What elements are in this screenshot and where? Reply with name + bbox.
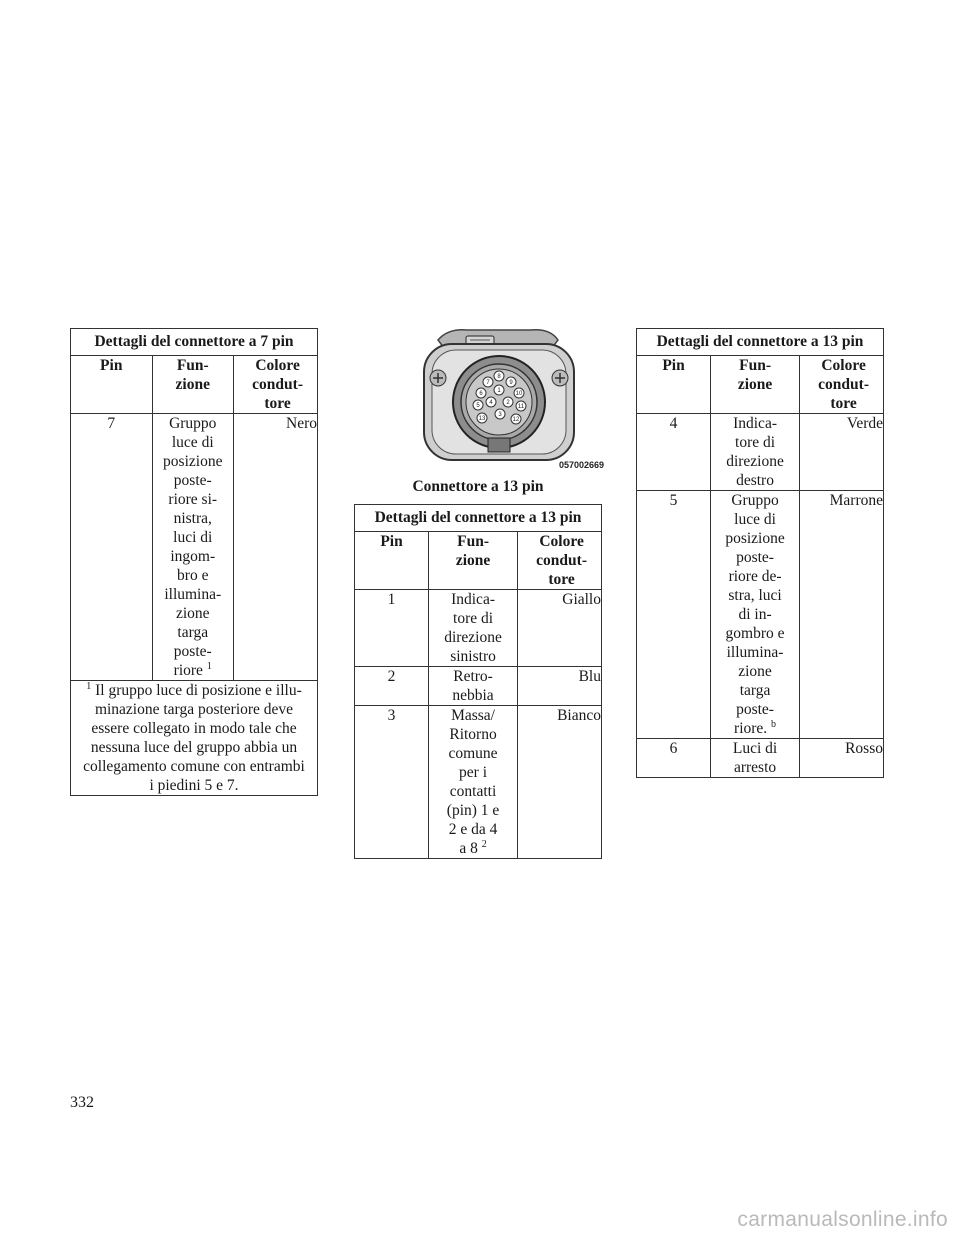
text-line: posizione	[725, 530, 785, 547]
table-caption: Dettagli del connettore a 7 pin	[71, 329, 318, 356]
text-line: $^1$ Il gruppo luce di posizione e illu-	[86, 680, 302, 699]
text-line: illumina-	[164, 586, 222, 603]
svg-text:2: 2	[506, 400, 510, 406]
function-cell	[152, 414, 234, 681]
function-cell	[711, 739, 800, 778]
text-line: tore	[830, 395, 857, 412]
pin-cell: 4	[637, 414, 711, 491]
svg-text:13: 13	[478, 416, 486, 422]
header-function	[429, 532, 518, 590]
text-line: riore de-	[728, 568, 782, 585]
svg-text:7: 7	[486, 380, 490, 386]
header-function	[152, 356, 234, 414]
text-line: Colore	[539, 533, 584, 550]
table-7pin	[70, 328, 318, 796]
text-line: zione	[175, 605, 210, 622]
text-line: direzione	[726, 453, 784, 470]
text-line: contatti	[449, 783, 497, 800]
color-cell: Rosso	[800, 739, 884, 778]
svg-text:1: 1	[497, 388, 501, 394]
text-line: Gruppo	[731, 492, 779, 509]
footnote-marker: 1	[86, 680, 92, 692]
text-line: nessuna luce del gruppo abbia un	[90, 739, 298, 756]
text-line: Fun-	[739, 357, 771, 374]
text-line: sinistro	[450, 648, 496, 665]
text-line: tore	[264, 395, 291, 412]
text-line: destro	[736, 472, 774, 489]
table-13pin-a-container	[354, 504, 602, 859]
text-line: luce di	[171, 434, 214, 451]
function-cell	[711, 491, 800, 739]
connector-13pin-figure	[418, 326, 618, 474]
pin-cell: 5	[637, 491, 711, 739]
text-line: di in-	[738, 606, 772, 623]
text-line: poste-	[736, 701, 774, 718]
color-cell: Nero	[234, 414, 318, 681]
text-line: Indica-	[451, 591, 495, 608]
text-line: Ritorno	[449, 726, 497, 743]
svg-text:5: 5	[476, 403, 480, 409]
text-line: illumina-	[726, 644, 784, 661]
color-cell: Marrone	[800, 491, 884, 739]
page-number: 332	[70, 1094, 94, 1111]
table-7pin-container	[70, 328, 318, 796]
text-line: poste-	[173, 643, 212, 660]
footnote-marker: 1	[206, 660, 212, 672]
text-line: Luci di	[732, 740, 778, 757]
text-line: nistra,	[173, 510, 212, 527]
svg-text:11: 11	[517, 404, 525, 410]
footnote-marker: 2	[481, 838, 487, 850]
text-line: per i	[459, 764, 488, 781]
text-line: Massa/	[451, 707, 495, 724]
text-line: zione	[455, 552, 491, 569]
text-line: Gruppo	[169, 415, 217, 432]
figure-caption: Connettore a 13 pin	[412, 478, 544, 495]
text-line: poste-	[736, 549, 774, 566]
table-row	[71, 414, 318, 681]
table-row	[355, 706, 602, 859]
table-13pin-b	[636, 328, 884, 778]
color-cell: Bianco	[518, 706, 602, 859]
function-cell	[429, 667, 518, 706]
text-line: collegamento comune con entrambi	[83, 758, 305, 775]
header-pin: Pin	[355, 532, 429, 590]
color-cell: Giallo	[518, 590, 602, 667]
table-13pin-b-container	[636, 328, 884, 778]
text-line: tore di	[735, 434, 776, 451]
text-line: comune	[448, 745, 498, 762]
text-line: nebbia	[452, 687, 494, 704]
header-color	[518, 532, 602, 590]
text-line: luce di	[734, 511, 776, 528]
pin-cell: 6	[637, 739, 711, 778]
svg-text:9: 9	[509, 380, 513, 386]
text-line: tore	[548, 571, 575, 588]
pin-cell: 3	[355, 706, 429, 859]
table-caption: Dettagli del connettore a 13 pin	[355, 505, 602, 532]
header-color	[234, 356, 318, 414]
text-line: posizione	[163, 453, 223, 470]
text-line: essere collegato in modo tale che	[91, 720, 297, 737]
text-line: Fun-	[176, 357, 209, 374]
text-line: Fun-	[457, 533, 489, 550]
text-line: gombro e	[725, 625, 785, 642]
table-footnote	[71, 681, 318, 796]
text-line: zione	[175, 376, 210, 393]
text-line: i piedini 5 e 7.	[149, 777, 239, 794]
text-line: luci di	[173, 529, 213, 546]
text-line: arresto	[733, 759, 777, 776]
text-line: direzione	[444, 629, 502, 646]
function-cell	[429, 590, 518, 667]
text-line: Indica-	[733, 415, 777, 432]
svg-text:3: 3	[498, 412, 502, 418]
text-line: riore. $^b$	[734, 718, 777, 737]
text-line: minazione targa posteriore deve	[94, 701, 294, 718]
watermark: carmanualsonline.info	[737, 1208, 948, 1231]
table-row	[355, 667, 602, 706]
text-line: condut-	[818, 376, 869, 393]
text-line: zione	[737, 376, 773, 393]
text-line: stra, luci	[728, 587, 782, 604]
figure-code: 057002669	[559, 460, 605, 470]
text-line: riore si-	[168, 491, 218, 508]
pin-cell: 7	[71, 414, 153, 681]
text-line: Colore	[821, 357, 866, 374]
table-row	[637, 739, 884, 778]
svg-text:8: 8	[497, 374, 501, 380]
table-13pin-a	[354, 504, 602, 859]
color-cell: Blu	[518, 667, 602, 706]
function-cell	[429, 706, 518, 859]
function-cell	[711, 414, 800, 491]
svg-text:4: 4	[489, 400, 493, 406]
text-line: targa	[177, 624, 209, 641]
table-row	[637, 491, 884, 739]
text-line: zione	[738, 663, 772, 680]
text-line: (pin) 1 e	[446, 802, 500, 819]
header-color	[800, 356, 884, 414]
color-cell: Verde	[800, 414, 884, 491]
text-line: Retro-	[453, 668, 493, 685]
header-pin: Pin	[71, 356, 153, 414]
text-line: targa	[739, 682, 771, 699]
text-line: 2 e da 4	[448, 821, 498, 838]
text-line: Colore	[255, 357, 300, 374]
text-line: bro e	[177, 567, 209, 584]
text-line: a 8 $^2$	[459, 838, 487, 857]
svg-text:6: 6	[479, 391, 483, 397]
svg-text:10: 10	[515, 391, 523, 397]
text-line: ingom-	[170, 548, 216, 565]
text-line: riore $^1$	[173, 660, 212, 679]
table-row	[355, 590, 602, 667]
pin-cell: 1	[355, 590, 429, 667]
header-function	[711, 356, 800, 414]
text-line: tore di	[453, 610, 494, 627]
header-pin: Pin	[637, 356, 711, 414]
svg-text:12: 12	[512, 417, 520, 423]
text-line: condut-	[536, 552, 587, 569]
footnote-marker: b	[771, 718, 777, 730]
table-row	[637, 414, 884, 491]
pin-cell: 2	[355, 667, 429, 706]
text-line: condut-	[252, 376, 303, 393]
text-line: poste-	[173, 472, 212, 489]
table-caption: Dettagli del connettore a 13 pin	[637, 329, 884, 356]
